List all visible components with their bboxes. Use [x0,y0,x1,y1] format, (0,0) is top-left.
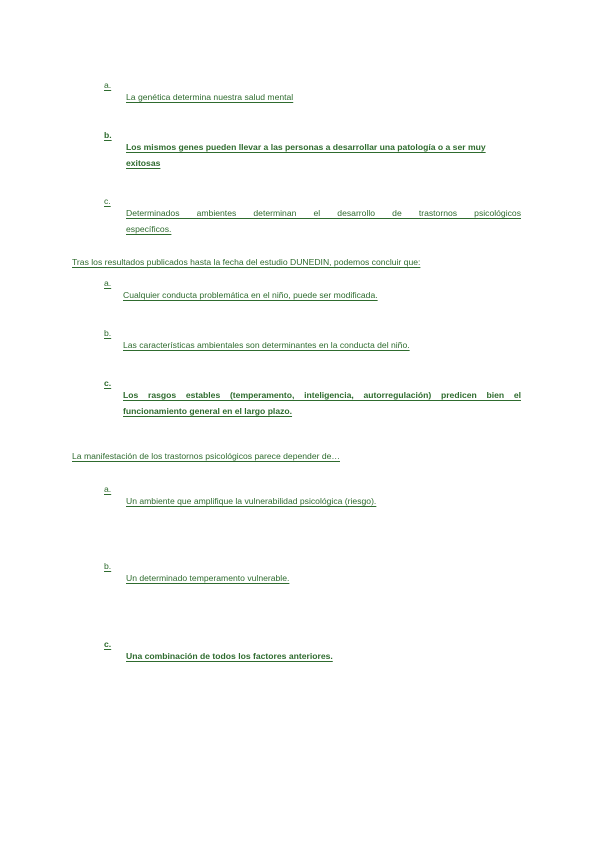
option-a-text: La genética determina nuestra salud mental [126,92,294,102]
q3-option-letter-c: c. [104,639,112,649]
question-2-text: Tras los resultados publicados hasta la fecha del estudio DUNEDIN, podemos concluir que: [72,257,421,267]
option-letter-b: b. [104,130,112,140]
q2-option-b-text: Las características ambientales son determinantes en la conducta del niño. [123,340,410,350]
q3-option-letter-b: b. [104,561,112,571]
q2-option-letter-b: b. [104,328,112,338]
option-letter-a: a. [104,80,112,90]
q2-option-c-text-line2: funcionamiento general en el largo plazo. [123,406,293,416]
q2-option-a-text: Cualquier conducta problemática en el niño, puede ser modificada. [123,290,378,300]
q3-option-c-text: Una combinación de todos los factores anteriores. [126,651,333,661]
option-letter-c: c. [104,196,111,206]
option-b-text-line1: Los mismos genes pueden llevar a las personas a desarrollar una patología o a ser muy [126,142,486,152]
q3-option-letter-a: a. [104,484,112,494]
q2-option-c-text-line1: Los rasgos estables (temperamento, inteligencia, autorregulación) predicen bien el [123,390,521,400]
option-c-text-line1: Determinados ambientes determinan el desarrollo de trastornos psicológicos [126,208,521,218]
q2-option-letter-c: c. [104,378,112,388]
q3-option-b-text: Un determinado temperamento vulnerable. [126,573,290,583]
option-b-text-line2: exitosas [126,158,161,168]
q3-option-a-text: Un ambiente que amplifique la vulnerabilidad psicológica (riesgo). [126,496,377,506]
q2-option-letter-a: a. [104,278,112,288]
option-c-text-line2: específicos. [126,224,172,234]
question-3-text: La manifestación de los trastornos psicológicos parece depender de… [72,451,340,461]
